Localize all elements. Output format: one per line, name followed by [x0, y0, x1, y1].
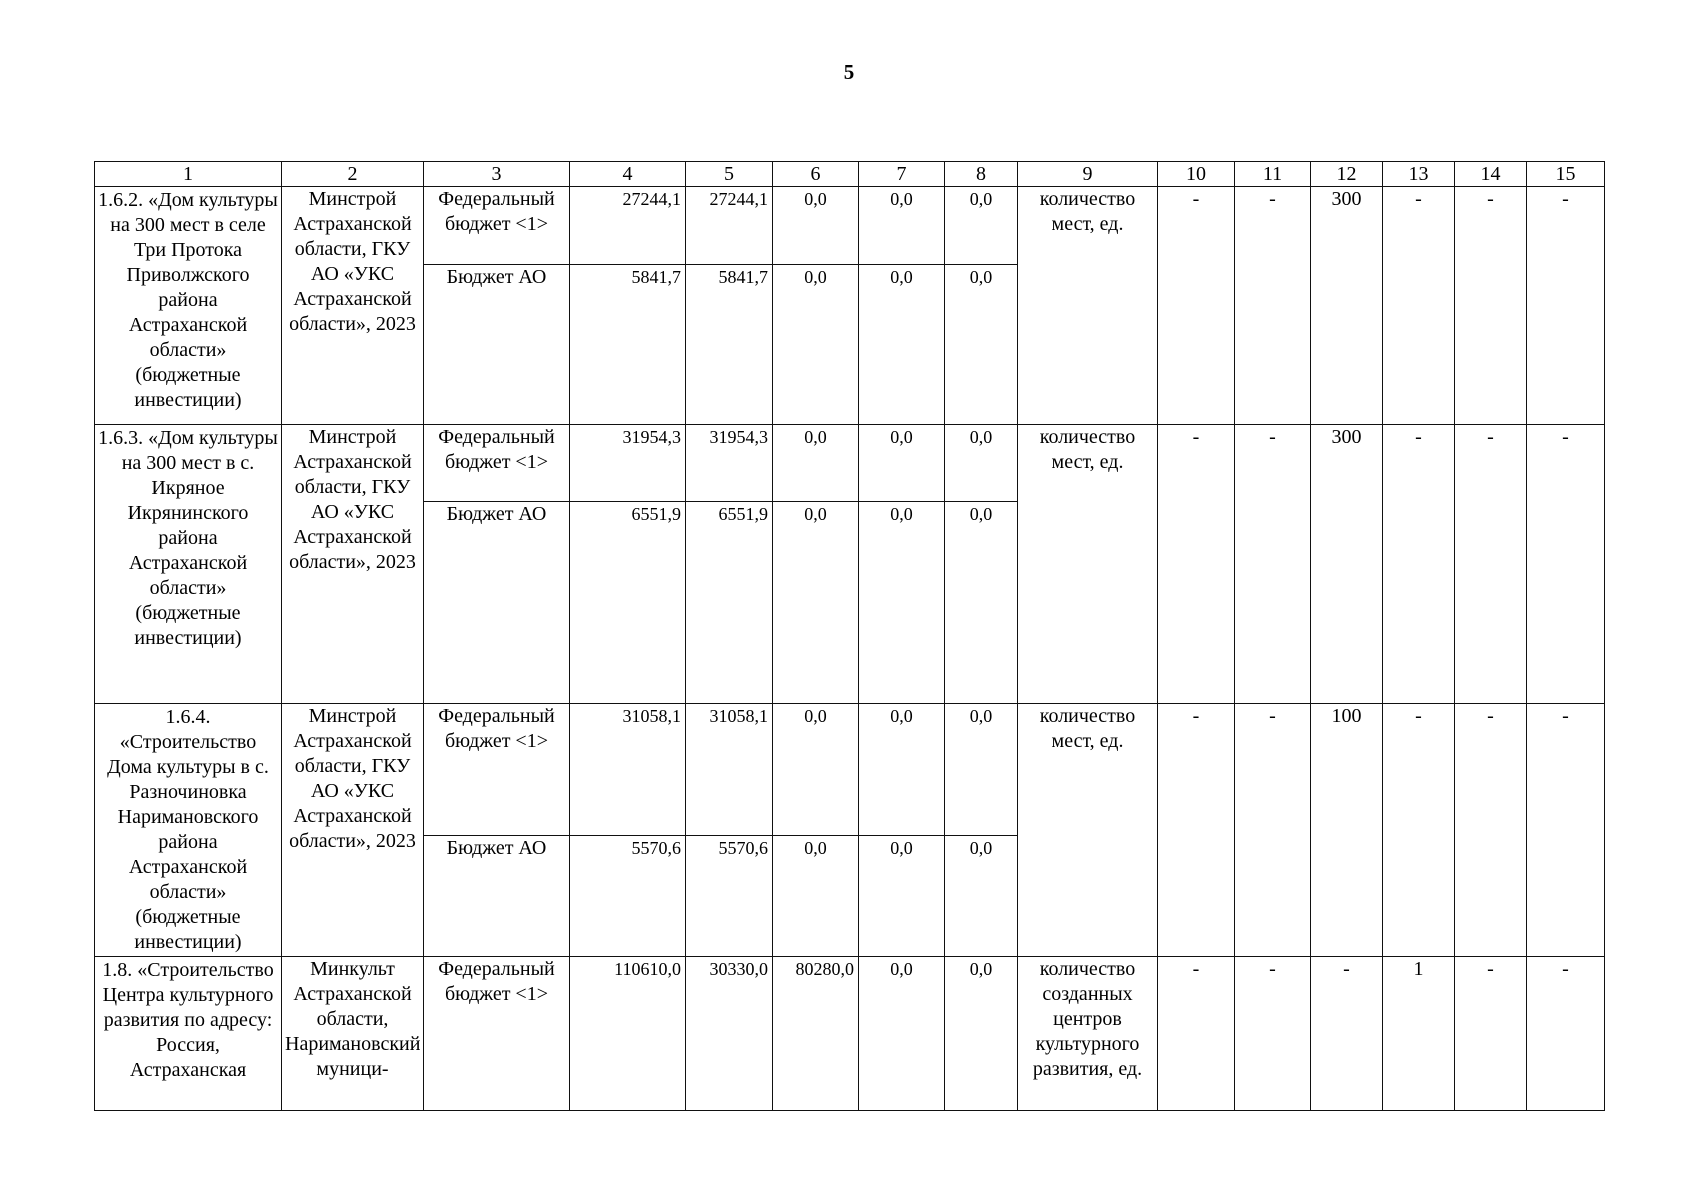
- funding-source-cell: Бюджет АО: [424, 502, 570, 704]
- year-amount-cell: 0,0: [945, 265, 1018, 425]
- year-amount-cell: 5841,7: [686, 265, 773, 425]
- year-amount-cell: 0,0: [773, 425, 859, 502]
- total-cell: 27244,1: [570, 187, 686, 265]
- event-name-cell: 1.6.3. «Дом культуры на 300 мест в с. Икряное Икрянинского района Астраханской области» (бюджетные инвестиции): [95, 425, 282, 704]
- indicator-value-cell: -: [1235, 704, 1311, 957]
- year-amount-cell: 0,0: [945, 957, 1018, 1111]
- executor-cell: Минстрой Астраханской области, ГКУ АО «УКС Астраханской области», 2023: [282, 425, 424, 704]
- column-header: 10: [1158, 162, 1235, 187]
- indicator-cell: количество мест, ед.: [1018, 704, 1158, 957]
- column-header: 6: [773, 162, 859, 187]
- funding-source-cell: Бюджет АО: [424, 836, 570, 957]
- indicator-value-cell: -: [1158, 957, 1235, 1111]
- year-amount-cell: 0,0: [859, 425, 945, 502]
- year-amount-cell: 0,0: [859, 957, 945, 1111]
- indicator-value-cell: -: [1158, 425, 1235, 704]
- indicator-value-cell: -: [1235, 187, 1311, 425]
- indicator-value-cell: -: [1158, 187, 1235, 425]
- total-cell: 31058,1: [570, 704, 686, 836]
- column-header: 5: [686, 162, 773, 187]
- header-row: [95, 162, 1605, 187]
- indicator-value-cell: -: [1311, 957, 1383, 1111]
- year-amount-cell: 0,0: [859, 502, 945, 704]
- indicator-value-cell: -: [1158, 704, 1235, 957]
- year-amount-cell: 27244,1: [686, 187, 773, 265]
- column-header: 1: [95, 162, 282, 187]
- year-amount-cell: 0,0: [773, 704, 859, 836]
- event-name-cell: 1.6.2. «Дом культуры на 300 мест в селе Три Протока Приволжского района Астраханской области» (бюджетные инвестиции): [95, 187, 282, 425]
- year-amount-cell: 0,0: [773, 187, 859, 265]
- indicator-value-cell: -: [1235, 425, 1311, 704]
- page-number: 5: [843, 60, 855, 84]
- column-header: 4: [570, 162, 686, 187]
- indicator-value-cell: -: [1455, 187, 1527, 425]
- table-row: [95, 957, 1605, 1111]
- funding-source-cell: Бюджет АО: [424, 265, 570, 425]
- column-header: 7: [859, 162, 945, 187]
- indicator-value-cell: 300: [1311, 187, 1383, 425]
- indicator-cell: количество мест, ед.: [1018, 187, 1158, 425]
- year-amount-cell: 80280,0: [773, 957, 859, 1111]
- year-amount-cell: 0,0: [945, 836, 1018, 957]
- indicator-value-cell: -: [1455, 425, 1527, 704]
- indicator-value-cell: -: [1455, 957, 1527, 1111]
- funding-source-cell: Федеральный бюджет <1>: [424, 425, 570, 502]
- year-amount-cell: 0,0: [945, 187, 1018, 265]
- table-row: [95, 187, 1605, 265]
- indicator-value-cell: 1: [1383, 957, 1455, 1111]
- indicator-value-cell: -: [1527, 957, 1605, 1111]
- column-header: 8: [945, 162, 1018, 187]
- column-header: 2: [282, 162, 424, 187]
- total-cell: 6551,9: [570, 502, 686, 704]
- indicator-value-cell: -: [1527, 425, 1605, 704]
- total-cell: 5570,6: [570, 836, 686, 957]
- column-header: 14: [1455, 162, 1527, 187]
- indicator-value-cell: -: [1383, 187, 1455, 425]
- event-name-cell: 1.6.4. «Строительство Дома культуры в с. Разночиновка Наримановского района Астраханской области» (бюджетные инвестиции): [95, 704, 282, 957]
- column-header: 9: [1018, 162, 1158, 187]
- indicator-value-cell: -: [1383, 425, 1455, 704]
- year-amount-cell: 0,0: [945, 502, 1018, 704]
- executor-cell: Минстрой Астраханской области, ГКУ АО «УКС Астраханской области», 2023: [282, 187, 424, 425]
- indicator-value-cell: -: [1455, 704, 1527, 957]
- year-amount-cell: 0,0: [945, 425, 1018, 502]
- indicator-cell: количество мест, ед.: [1018, 425, 1158, 704]
- executor-cell: Минкульт Астраханской области, Наримановский муници-: [282, 957, 424, 1111]
- total-cell: 31954,3: [570, 425, 686, 502]
- year-amount-cell: 0,0: [859, 187, 945, 265]
- total-cell: 110610,0: [570, 957, 686, 1111]
- year-amount-cell: 0,0: [859, 836, 945, 957]
- year-amount-cell: 31954,3: [686, 425, 773, 502]
- year-amount-cell: 0,0: [773, 502, 859, 704]
- year-amount-cell: 0,0: [773, 836, 859, 957]
- indicator-value-cell: -: [1235, 957, 1311, 1111]
- column-header: 11: [1235, 162, 1311, 187]
- funding-source-cell: Федеральный бюджет <1>: [424, 957, 570, 1111]
- year-amount-cell: 31058,1: [686, 704, 773, 836]
- year-amount-cell: 0,0: [945, 704, 1018, 836]
- funding-source-cell: Федеральный бюджет <1>: [424, 704, 570, 836]
- year-amount-cell: 5570,6: [686, 836, 773, 957]
- indicator-value-cell: -: [1527, 187, 1605, 425]
- program-table: [94, 161, 1605, 1111]
- year-amount-cell: 30330,0: [686, 957, 773, 1111]
- column-header: 13: [1383, 162, 1455, 187]
- year-amount-cell: 0,0: [773, 265, 859, 425]
- funding-source-cell: Федеральный бюджет <1>: [424, 187, 570, 265]
- indicator-value-cell: 300: [1311, 425, 1383, 704]
- indicator-cell: количество созданных центров культурного развития, ед.: [1018, 957, 1158, 1111]
- year-amount-cell: 6551,9: [686, 502, 773, 704]
- indicator-value-cell: -: [1527, 704, 1605, 957]
- column-header: 3: [424, 162, 570, 187]
- event-name-cell: 1.8. «Строительство Центра культурного развития по адресу: Россия, Астраханская: [95, 957, 282, 1111]
- column-header: 15: [1527, 162, 1605, 187]
- indicator-value-cell: 100: [1311, 704, 1383, 957]
- table-row: [95, 704, 1605, 836]
- year-amount-cell: 0,0: [859, 265, 945, 425]
- executor-cell: Минстрой Астраханской области, ГКУ АО «УКС Астраханской области», 2023: [282, 704, 424, 957]
- column-header: 12: [1311, 162, 1383, 187]
- year-amount-cell: 0,0: [859, 704, 945, 836]
- table-row: [95, 425, 1605, 502]
- indicator-value-cell: -: [1383, 704, 1455, 957]
- total-cell: 5841,7: [570, 265, 686, 425]
